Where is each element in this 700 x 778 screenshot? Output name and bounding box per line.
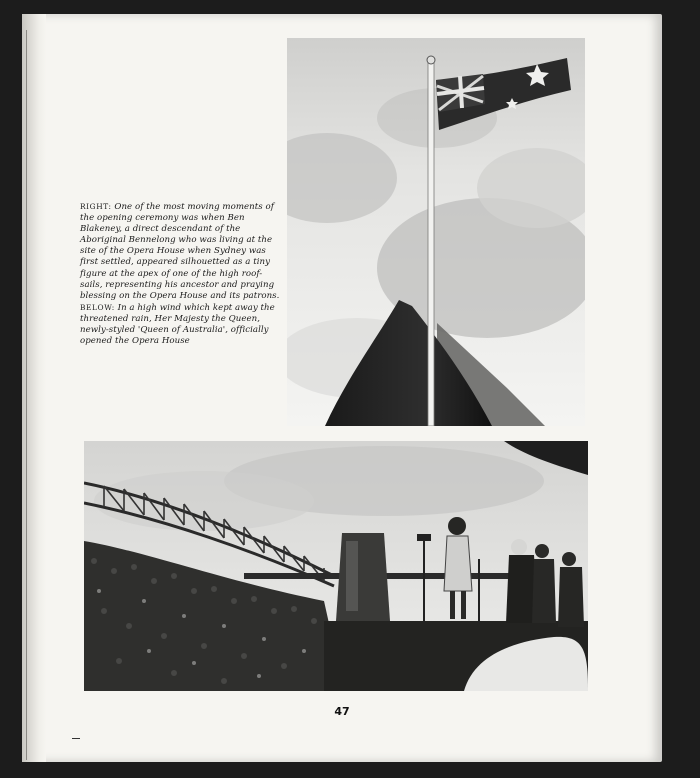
flag-photo-illustration (287, 38, 585, 426)
margin-mark (72, 738, 80, 739)
flag-opera-house-photo (287, 38, 585, 426)
caption-text-right: One of the most moving moments of the opening ceremony was when Ben Blakeney, a direct descendant of the Aboriginal Bennelong who was living at the site of the Opera House when Sydney was first settled, appeared silhouetted as a tiny figure at the apex of one of the high roof-sails, representing his ancestor and praying blessing on the Opera House and its patrons. (80, 202, 280, 301)
caption-label-right: RIGHT: (80, 202, 112, 211)
caption-text-below: In a high wind which kept away the threatened rain, Her Majesty the Queen, newly-styled 'Queen of Australia', officially opened the Opera House (80, 302, 275, 347)
ceremony-crowd-photo (84, 441, 588, 691)
page-number: 47 (334, 705, 350, 718)
book-page (22, 14, 662, 762)
photo-caption (80, 201, 280, 347)
ceremony-photo-illustration (84, 441, 588, 691)
caption-label-below: BELOW: (80, 302, 115, 312)
gutter-line (26, 30, 27, 760)
